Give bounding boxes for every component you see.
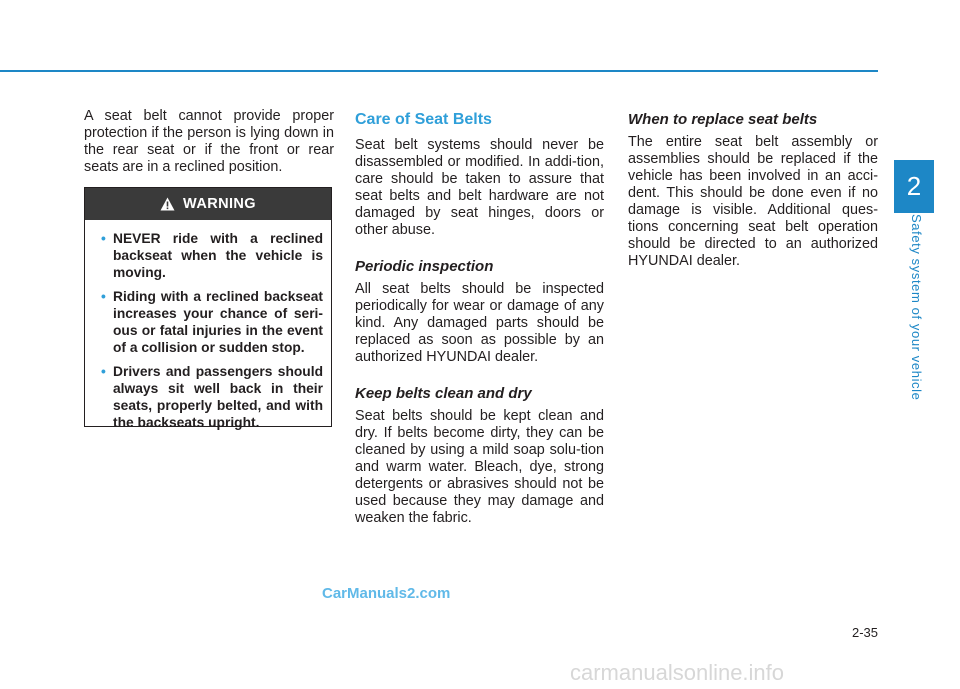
warning-header — [85, 188, 331, 220]
header-rule — [0, 70, 878, 72]
page-number: 2-35 — [851, 625, 878, 640]
clean-paragraph: Seat belts should be kept clean and dry. If belts become dirty, they can be cleaned by using a mild soap solu-tion and warm water. Bleach, dye, strong detergents or abrasives should not be used because they may damage and weaken the fabric. — [355, 408, 604, 526]
warning-item: • NEVER ride with a reclined backseat when the vehicle is moving. — [101, 231, 323, 280]
column-middle — [355, 111, 604, 527]
subtitle-when-to-replace: When to replace seat belts — [628, 111, 818, 128]
warning-triangle-icon — [160, 197, 175, 211]
subtitle-periodic-inspection: Periodic inspection — [355, 258, 494, 275]
footer-watermark: carmanualsonline.info — [570, 660, 785, 685]
warning-item: • Riding with a reclined backseat increases your chance of seri-ous or fatal injuries in the event of a collision or sudden stop. — [101, 289, 323, 355]
subtitle-keep-clean: Keep belts clean and dry — [355, 385, 532, 402]
periodic-paragraph: All seat belts should be inspected periodically for wear or damage of any kind. Any damaged parts should be replaced as soon as possible by an authorized HYUNDAI dealer. — [355, 281, 604, 365]
chapter-tab — [894, 160, 934, 213]
warning-box — [84, 187, 332, 430]
chapter-number: 2 — [906, 171, 922, 201]
warning-item: • Drivers and passengers should always sit well back in their seats, properly belted, and with the backseats upright. — [101, 364, 323, 430]
column-right — [628, 108, 878, 270]
column-left — [84, 108, 334, 176]
intro-paragraph: A seat belt cannot provide proper protection if the person is lying down in the rear seat or if the front or rear seats are in a reclined position. — [84, 108, 334, 175]
warning-list — [101, 230, 323, 431]
site-watermark[interactable]: CarManuals2.com — [322, 585, 451, 602]
bullet-icon: • — [101, 289, 106, 304]
bullet-icon: • — [101, 231, 106, 246]
section-title-care: Care of Seat Belts — [355, 111, 492, 128]
warning-title: WARNING — [183, 196, 256, 212]
replace-paragraph: The entire seat belt assembly or assemblies should be replaced if the vehicle has been involved in an acci-dent. This should be done even if no damage is visible. Additional ques-tions concerning seat belt operation should be directed to an authorized HYUNDAI dealer. — [628, 134, 878, 269]
care-paragraph: Seat belt systems should never be disassembled or modified. In addi-tion, care should be taken to assure that seat belts and belt hardware are not damaged by seat hinges, doors or other abuse. — [355, 137, 604, 238]
chapter-title: Safety system of your vehicle — [909, 214, 924, 401]
bullet-icon: • — [101, 364, 106, 379]
